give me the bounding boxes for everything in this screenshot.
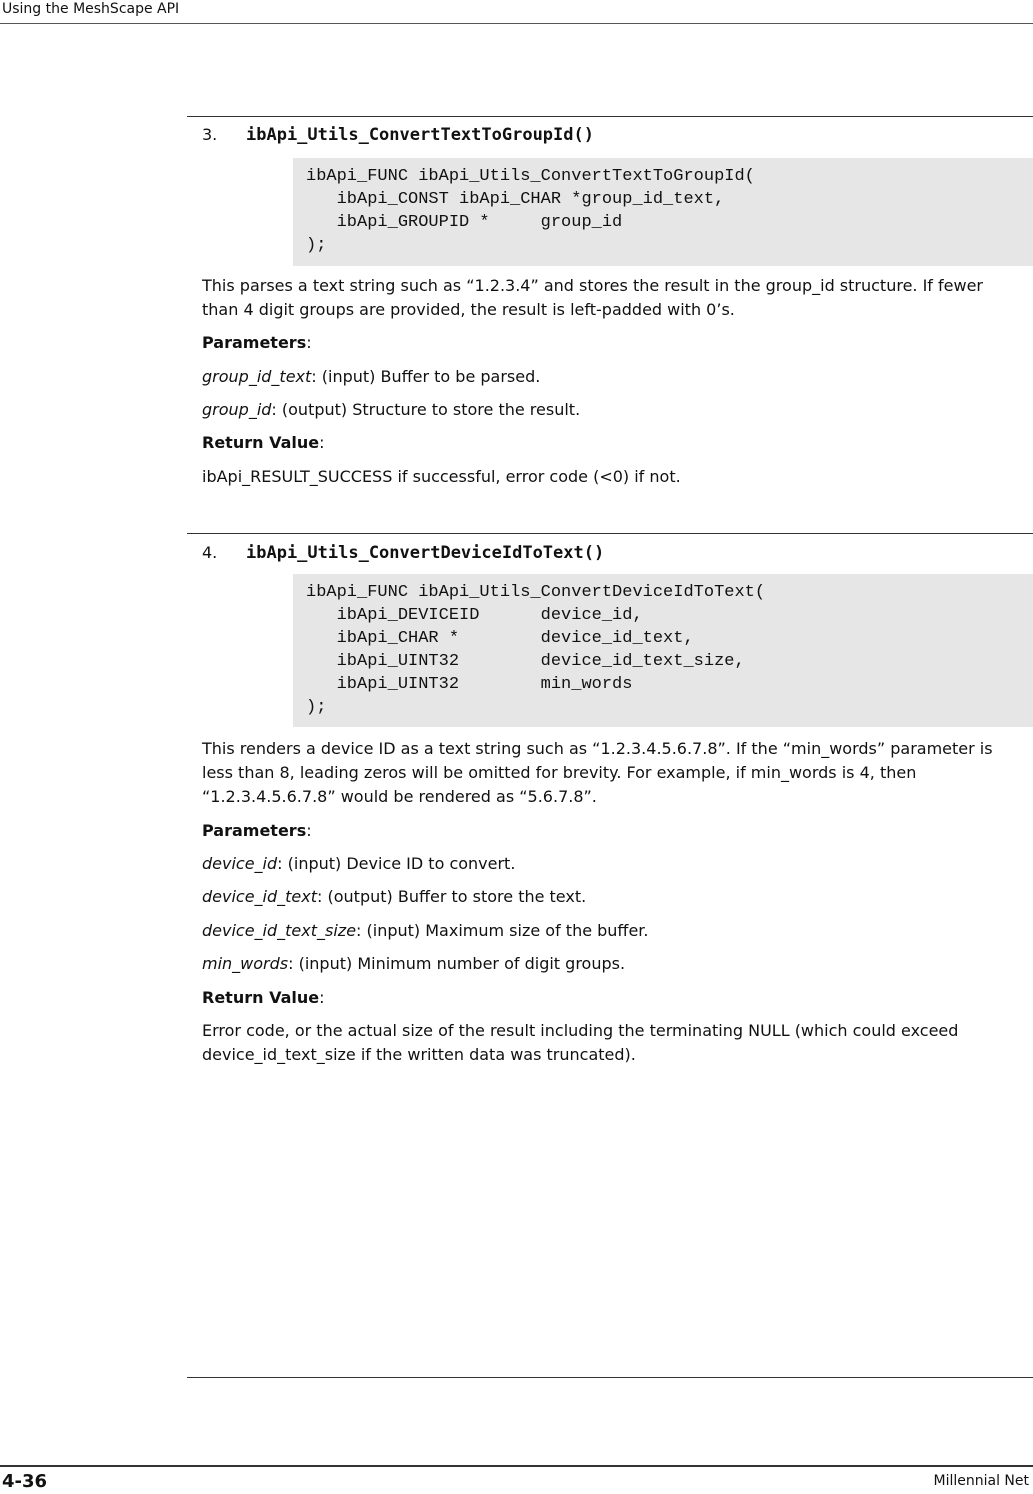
code-line: );	[306, 236, 327, 255]
running-header	[0, 0, 1033, 24]
code-line: ibApi_FUNC ibApi_Utils_ConvertTextToGroupId(	[306, 167, 755, 186]
code-line: ibApi_CHAR * device_id_text,	[306, 629, 694, 648]
code-line: ibApi_UINT32 min_words	[306, 675, 633, 694]
parameter-name: device_id_text_size	[202, 921, 357, 940]
function-heading: ibApi_Utils_ConvertTextToGroupId()	[246, 125, 594, 145]
code-line: ibApi_FUNC ibApi_Utils_ConvertDeviceIdToText(	[306, 583, 766, 602]
parameter-text: : (input) Maximum size of the buffer.	[356, 921, 649, 940]
parameter-item	[202, 365, 1022, 389]
parameters-label: Parameters	[202, 333, 307, 352]
return-text: Error code, or the actual size of the result including the terminating NULL (which could exceed device_id_text_size if the written data was truncated).	[202, 1021, 959, 1064]
parameter-text: : (input) Device ID to convert.	[277, 854, 516, 873]
code-line: ibApi_CONST ibApi_CHAR *group_id_text,	[306, 190, 725, 209]
return-label: Return Value	[202, 988, 320, 1007]
parameter-name: group_id	[202, 400, 272, 419]
parameter-text: : (input) Minimum number of digit groups.	[288, 954, 626, 973]
parameter-name: device_id_text	[202, 887, 318, 906]
section-number: 4.	[202, 543, 218, 562]
return-heading: Return Value:	[202, 988, 325, 1007]
code-line: ibApi_GROUPID * group_id	[306, 213, 623, 232]
parameters-heading: Parameters:	[202, 821, 312, 840]
code-line: ibApi_UINT32 device_id_text_size,	[306, 652, 745, 671]
page-number: 4-36	[2, 1471, 48, 1492]
parameter-name: device_id	[202, 854, 278, 873]
running-footer	[0, 1465, 1033, 1492]
code-line: ibApi_DEVICEID device_id,	[306, 606, 643, 625]
code-line: );	[306, 698, 327, 717]
section-divider	[187, 116, 1033, 117]
parameter-item	[202, 919, 1022, 943]
section-divider	[187, 533, 1033, 534]
parameters-label: Parameters	[202, 821, 307, 840]
parameter-name: min_words	[202, 954, 289, 973]
parameter-item	[202, 885, 1022, 909]
return-heading: Return Value:	[202, 433, 325, 452]
description: This parses a text string such as “1.2.3.4” and stores the result in the group_id structure. If fewer than 4 digit groups are provided, the result is left-padded with 0’s.	[202, 276, 984, 319]
parameter-text: : (output) Structure to store the result.	[271, 400, 581, 419]
parameter-name: group_id_text	[202, 367, 312, 386]
parameter-item	[202, 952, 1022, 976]
header-title: Using the MeshScape API	[2, 1, 180, 17]
parameter-item	[202, 398, 1022, 422]
code-block	[293, 574, 1033, 727]
parameter-text: : (output) Buffer to store the text.	[317, 887, 587, 906]
code-block	[293, 158, 1033, 266]
description: This renders a device ID as a text string such as “1.2.3.4.5.6.7.8”. If the “min_words” parameter is less than 8, leading zeros will be omitted for brevity. For example, if min_words is 4, then “1.2.3.4.5.6.7.8” would be rendered as “5.6.7.8”.	[202, 739, 993, 806]
return-label: Return Value	[202, 433, 320, 452]
parameter-item	[202, 852, 1022, 876]
parameters-heading: Parameters:	[202, 333, 312, 352]
footer-title: Millennial Net	[933, 1473, 1029, 1489]
return-text: ibApi_RESULT_SUCCESS if successful, error code (<0) if not.	[202, 467, 681, 486]
parameter-text: : (input) Buffer to be parsed.	[311, 367, 541, 386]
content-bottom-rule	[187, 1377, 1033, 1378]
section-number: 3.	[202, 125, 218, 144]
function-heading: ibApi_Utils_ConvertDeviceIdToText()	[246, 543, 605, 563]
